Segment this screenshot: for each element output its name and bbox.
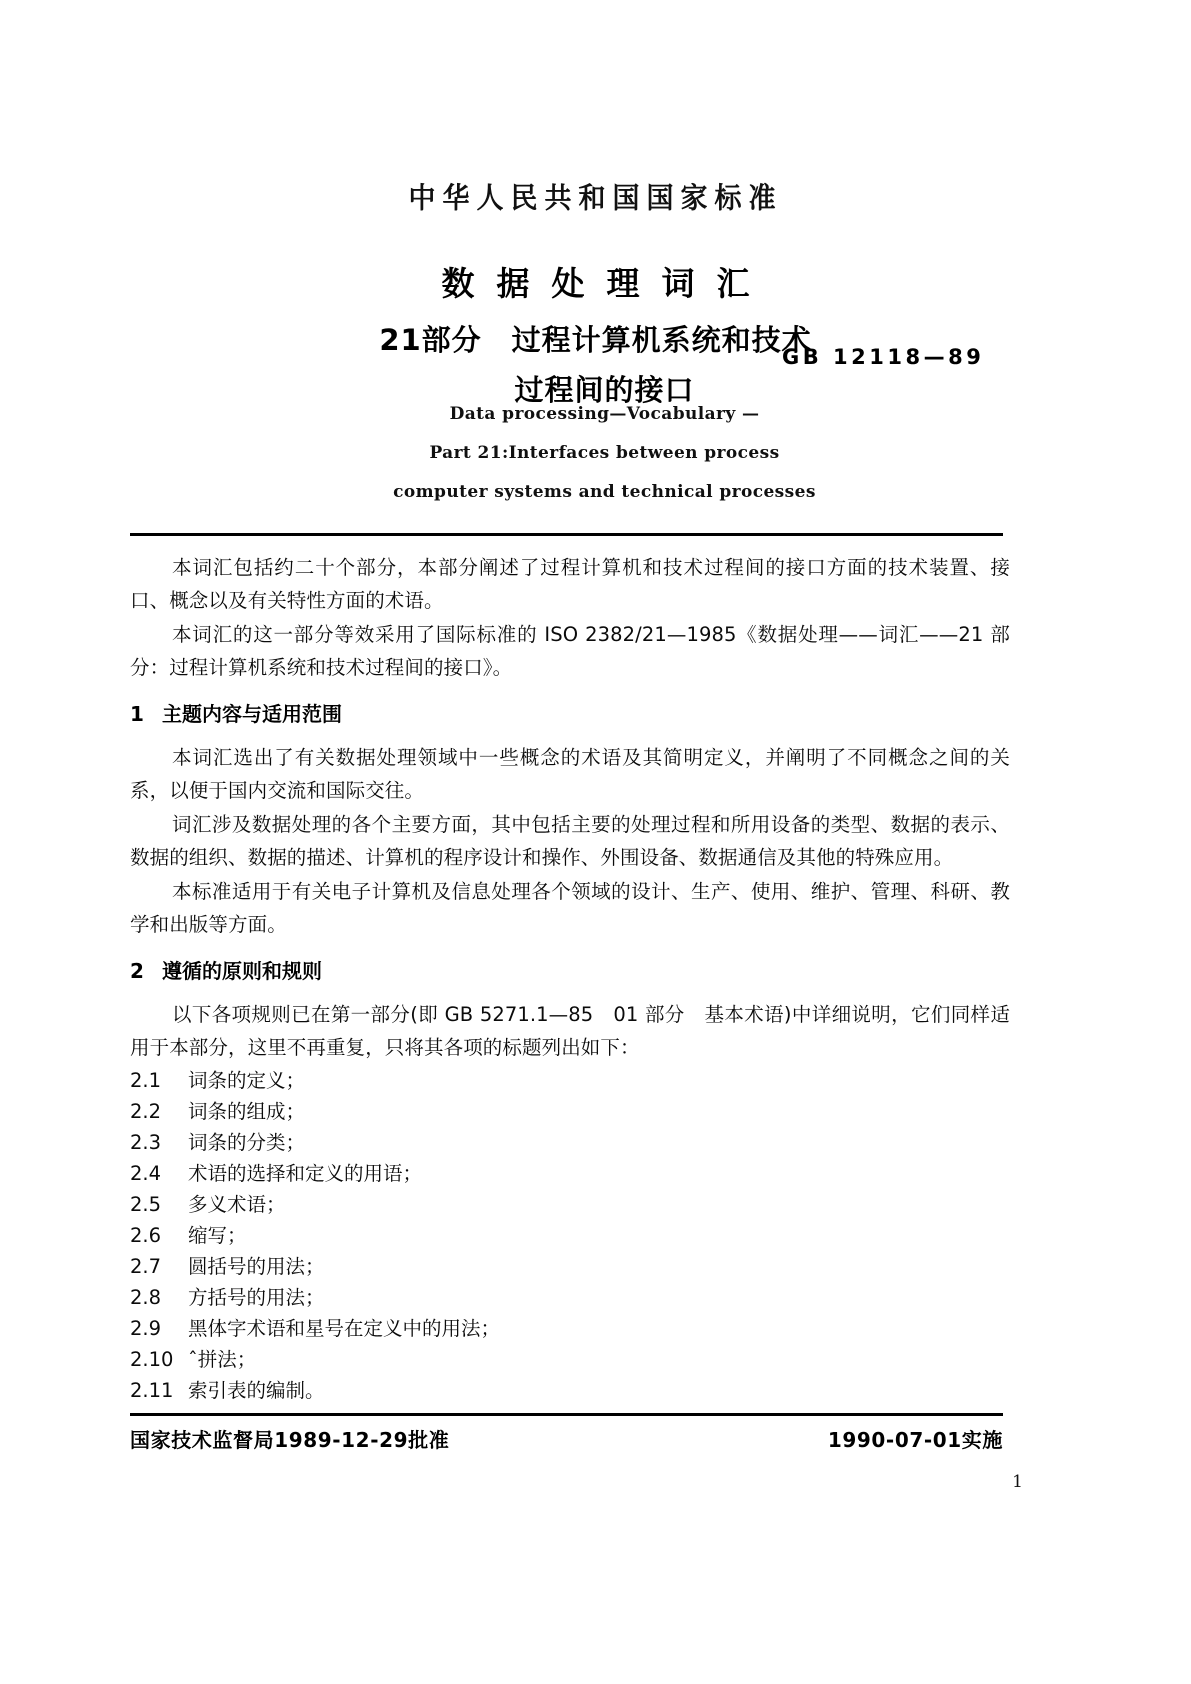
title-line-1: 数据处理词汇	[441, 264, 772, 303]
list-item-number: 2.2	[130, 1100, 162, 1123]
list-item-number: 2.9	[130, 1317, 162, 1340]
english-title-block	[0, 404, 1191, 521]
list-item	[130, 1344, 1010, 1375]
list-item-number: 2.4	[130, 1162, 162, 1185]
list-item	[130, 1065, 1010, 1096]
list-item-text: 方括号的用法；	[188, 1286, 325, 1309]
page-footer	[130, 1424, 1003, 1453]
list-item-number: 2.1	[130, 1069, 162, 1092]
header-divider	[130, 533, 1003, 536]
section-1-title: 主题内容与适用范围	[162, 702, 342, 726]
list-item-text: ˆ拼法；	[188, 1348, 257, 1371]
list-item	[130, 1282, 1010, 1313]
list-item-number: 2.7	[130, 1255, 162, 1278]
list-item	[130, 1313, 1010, 1344]
section-1-paragraph-2: 词汇涉及数据处理的各个主要方面，其中包括主要的处理过程和所用设备的类型、数据的表示、数据的组织、数据的描述、计算机的程序设计和操作、外围设备、数据通信及其他的特殊应用。	[130, 813, 1010, 869]
list-item-text: 术语的选择和定义的用语；	[188, 1162, 423, 1185]
section-2-heading	[130, 955, 1010, 988]
list-item-number: 2.3	[130, 1131, 162, 1154]
section-1-number: 1	[130, 702, 144, 726]
list-item	[130, 1096, 1010, 1127]
standard-number: GB 12118—89	[782, 345, 985, 369]
section-2-number: 2	[130, 959, 144, 983]
title-line-2: 21部分 过程计算机系统和技术	[379, 323, 812, 357]
section-1-paragraph-1: 本词汇选出了有关数据处理领域中一些概念的术语及其简明定义，并阐明了不同概念之间的关系，以便于国内交流和国际交往。	[130, 746, 1010, 802]
page-number: 1	[1012, 1472, 1023, 1492]
section-2-intro-paragraph: 以下各项规则已在第一部分(即 GB 5271.1—85 01 部分 基本术语)中详细说明，它们同样适用于本部分，这里不再重复，只将其各项的标题列出如下：	[130, 1003, 1010, 1059]
masthead	[0, 176, 1191, 215]
list-item-text: 词条的组成；	[188, 1100, 306, 1123]
list-item-text: 缩写；	[188, 1224, 247, 1247]
list-item-text: 索引表的编制。	[188, 1379, 325, 1402]
section-2-title: 遵循的原则和规则	[162, 959, 322, 983]
list-item-text: 词条的定义；	[188, 1069, 306, 1092]
implementation-date: 1990-07-01实施	[827, 1428, 1003, 1452]
list-item-number: 2.8	[130, 1286, 162, 1309]
english-title-line-3: computer systems and technical processes	[393, 482, 816, 502]
list-item-text: 词条的分类；	[188, 1131, 306, 1154]
list-item	[130, 1220, 1010, 1251]
english-title-line-1: Data processing—Vocabulary —	[449, 404, 760, 424]
intro-paragraph-1: 本词汇包括约二十个部分，本部分阐述了过程计算机和技术过程间的接口方面的技术装置、接口、概念以及有关特性方面的术语。	[130, 556, 1010, 612]
list-item-number: 2.11	[130, 1379, 174, 1402]
approval-statement: 国家技术监督局1989-12-29批准	[130, 1428, 450, 1452]
list-item	[130, 1127, 1010, 1158]
document-title-block	[0, 258, 1191, 409]
list-item-number: 2.6	[130, 1224, 162, 1247]
nation-standard-title: 中华人民共和国国家标准	[408, 182, 783, 215]
section-1-paragraph-3: 本标准适用于有关电子计算机及信息处理各个领域的设计、生产、使用、维护、管理、科研、教学和出版等方面。	[130, 880, 1010, 936]
list-item-number: 2.10	[130, 1348, 174, 1371]
section-1-heading	[130, 698, 1010, 731]
list-item	[130, 1251, 1010, 1282]
list-item	[130, 1158, 1010, 1189]
list-item	[130, 1189, 1010, 1220]
list-item	[130, 1375, 1010, 1406]
title-line-3: 过程间的接口	[514, 373, 695, 407]
footer-divider	[130, 1413, 1003, 1416]
document-body	[130, 551, 1010, 1406]
list-item-text: 圆括号的用法；	[188, 1255, 325, 1278]
intro-paragraph-2: 本词汇的这一部分等效采用了国际标准的 ISO 2382/21—1985《数据处理——词汇——21 部分：过程计算机系统和技术过程间的接口》。	[130, 623, 1010, 679]
english-title-line-2: Part 21:Interfaces between process	[429, 443, 780, 463]
list-item-text: 黑体字术语和星号在定义中的用法；	[188, 1317, 501, 1340]
list-item-text: 多义术语；	[188, 1193, 286, 1216]
list-item-number: 2.5	[130, 1193, 162, 1216]
